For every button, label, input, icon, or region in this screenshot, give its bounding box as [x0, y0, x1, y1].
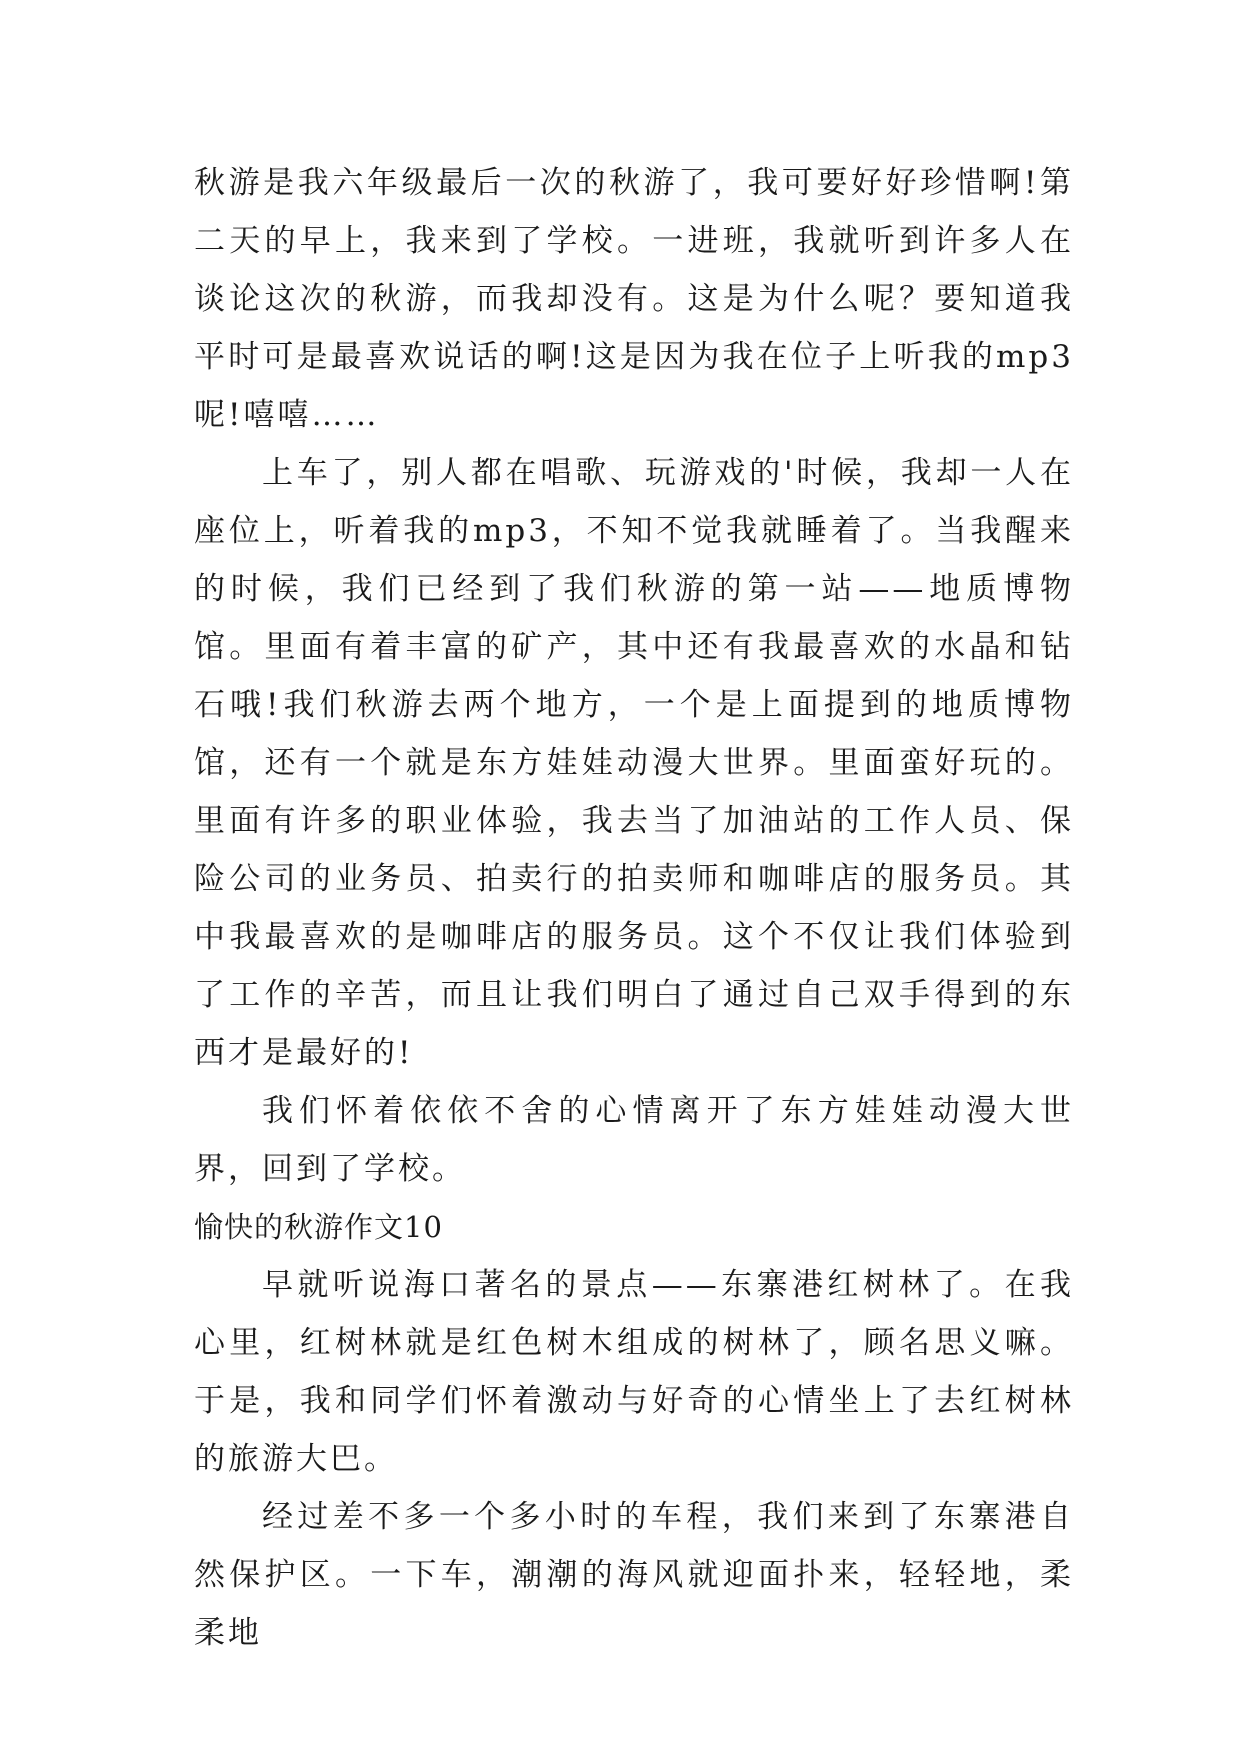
- section-title: 愉快的秋游作文10: [194, 1210, 443, 1244]
- paragraph-3: 我们怀着依依不舍的心情离开了东方娃娃动漫大世界，回到了学校。: [194, 1093, 1074, 1187]
- paragraph-1: 秋游是我六年级最后一次的秋游了，我可要好好珍惜啊!第二天的早上，我来到了学校。一进班，我就听到许多人在谈论这次的秋游，而我却没有。这是为什么呢？要知道我平时可是最喜欢说话的啊!这是因为我在位子上听我的mp3呢!嘻嘻……: [194, 165, 1074, 433]
- section-paragraph-1: 早就听说海口著名的景点——东寨港红树林了。在我心里，红树林就是红色树木组成的树林了，顾名思义嘛。于是，我和同学们怀着激动与好奇的心情坐上了去红树林的旅游大巴。: [194, 1267, 1074, 1477]
- document-body: [194, 154, 1074, 1662]
- paragraph-2: 上车了，别人都在唱歌、玩游戏的'时候，我却一人在座位上，听着我的mp3，不知不觉我就睡着了。当我醒来的时候，我们已经到了我们秋游的第一站——地质博物馆。里面有着丰富的矿产，其中还有我最喜欢的水晶和钻石哦!我们秋游去两个地方，一个是上面提到的地质博物馆，还有一个就是东方娃娃动漫大世界。里面蛮好玩的。里面有许多的职业体验，我去当了加油站的工作人员、保险公司的业务员、拍卖行的拍卖师和咖啡店的服务员。其中我最喜欢的是咖啡店的服务员。这个不仅让我们体验到了工作的辛苦，而且让我们明白了通过自己双手得到的东西才是最好的!: [194, 455, 1074, 1071]
- section-paragraph-2: 经过差不多一个多小时的车程，我们来到了东寨港自然保护区。一下车，潮潮的海风就迎面扑来，轻轻地，柔柔地: [194, 1499, 1074, 1651]
